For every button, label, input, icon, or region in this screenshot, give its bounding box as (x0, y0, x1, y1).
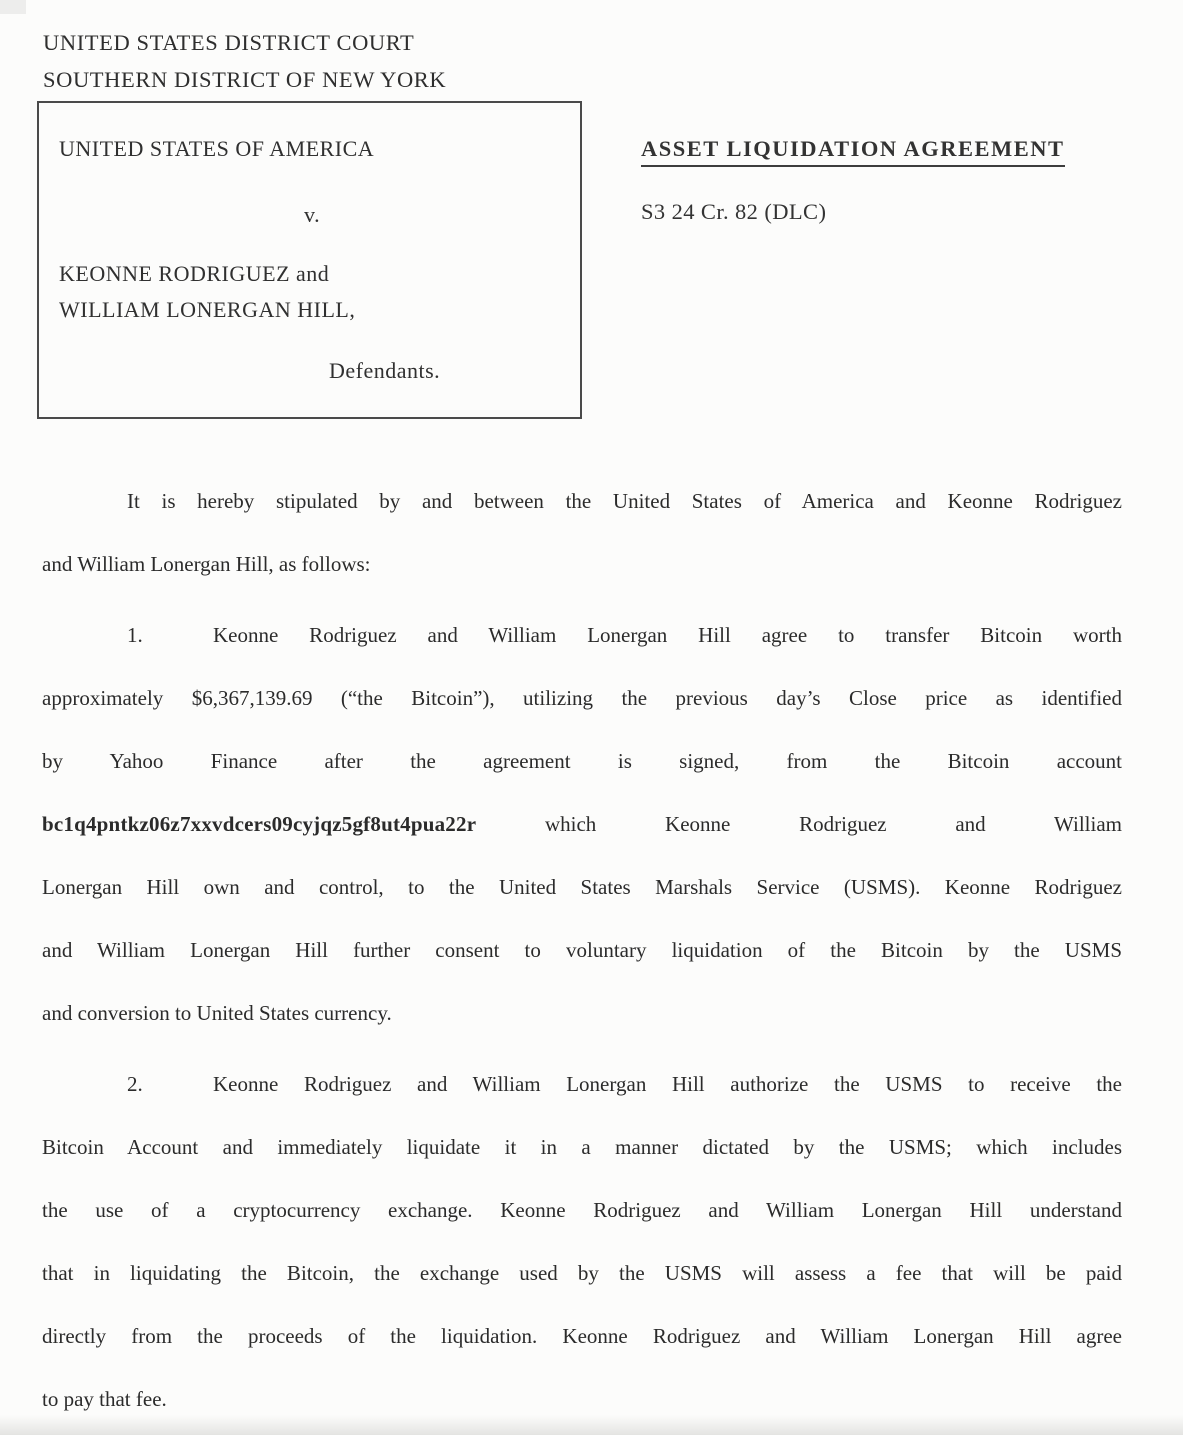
defendants-label: Defendants. (329, 358, 441, 383)
paragraph-1 (42, 604, 1122, 1045)
court-name-line1: UNITED STATES DISTRICT COURT (43, 30, 415, 55)
body-line (42, 604, 1122, 667)
scan-artifact-corner (0, 0, 26, 14)
intro-paragraph (42, 470, 1122, 596)
intro-line: It is hereby stipulated by and between the United States of America and Keonne Rodriguez (127, 489, 1122, 513)
paragraph-number: 2. (127, 1072, 143, 1096)
defendant-names (59, 256, 355, 328)
body-line (42, 1053, 1122, 1116)
body-line-text: Keonne Rodriguez and William Lonergan Hill agree to transfer Bitcoin worth (213, 623, 1122, 647)
versus-label: v. (304, 202, 321, 227)
body-line: to pay that fee. (42, 1387, 167, 1411)
paragraph-number: 1. (127, 623, 143, 647)
intro-line: and William Lonergan Hill, as follows: (42, 552, 371, 576)
body-line: and conversion to United States currency. (42, 1001, 392, 1025)
defendant-name-line2: WILLIAM LONERGAN HILL, (59, 297, 356, 322)
body-line-text: Keonne Rodriguez and William Lonergan Hill authorize the USMS to receive the (213, 1072, 1122, 1096)
body-line-bitcoin (42, 793, 1122, 856)
bitcoin-address: bc1q4pntkz06z7xxvdcers09cyjqz5gf8ut4pua22r (42, 812, 477, 836)
body-line: Bitcoin Account and immediately liquidate it in a manner dictated by the USMS; which includes (42, 1135, 1122, 1159)
plaintiff-name: UNITED STATES OF AMERICA (59, 136, 375, 161)
scan-artifact-bottom-edge (0, 1415, 1183, 1435)
agreement-body (42, 470, 1122, 1435)
court-name-line2: SOUTHERN DISTRICT OF NEW YORK (43, 67, 447, 92)
defendant-name-line1: KEONNE RODRIGUEZ and (59, 261, 330, 286)
body-line: by Yahoo Finance after the agreement is signed, from the Bitcoin account (42, 749, 1122, 773)
body-line: the use of a cryptocurrency exchange. Keonne Rodriguez and William Lonergan Hill understand (42, 1198, 1122, 1222)
body-line: approximately $6,367,139.69 (“the Bitcoin”), utilizing the previous day’s Close price as identified (42, 686, 1122, 710)
body-line: that in liquidating the Bitcoin, the exchange used by the USMS will assess a fee that will be paid (42, 1261, 1122, 1285)
body-line: and William Lonergan Hill further consent to voluntary liquidation of the Bitcoin by the USMS (42, 938, 1122, 962)
case-number: S3 24 Cr. 82 (DLC) (641, 199, 827, 224)
case-caption-box (37, 101, 582, 419)
body-line: Lonergan Hill own and control, to the United States Marshals Service (USMS). Keonne Rodriguez (42, 875, 1122, 899)
paragraph-2 (42, 1053, 1122, 1431)
document-title: ASSET LIQUIDATION AGREEMENT (641, 136, 1065, 167)
body-line-text: which Keonne Rodriguez and William (544, 812, 1122, 836)
court-header (43, 24, 446, 98)
body-line: directly from the proceeds of the liquidation. Keonne Rodriguez and William Lonergan Hill agree (42, 1324, 1122, 1348)
